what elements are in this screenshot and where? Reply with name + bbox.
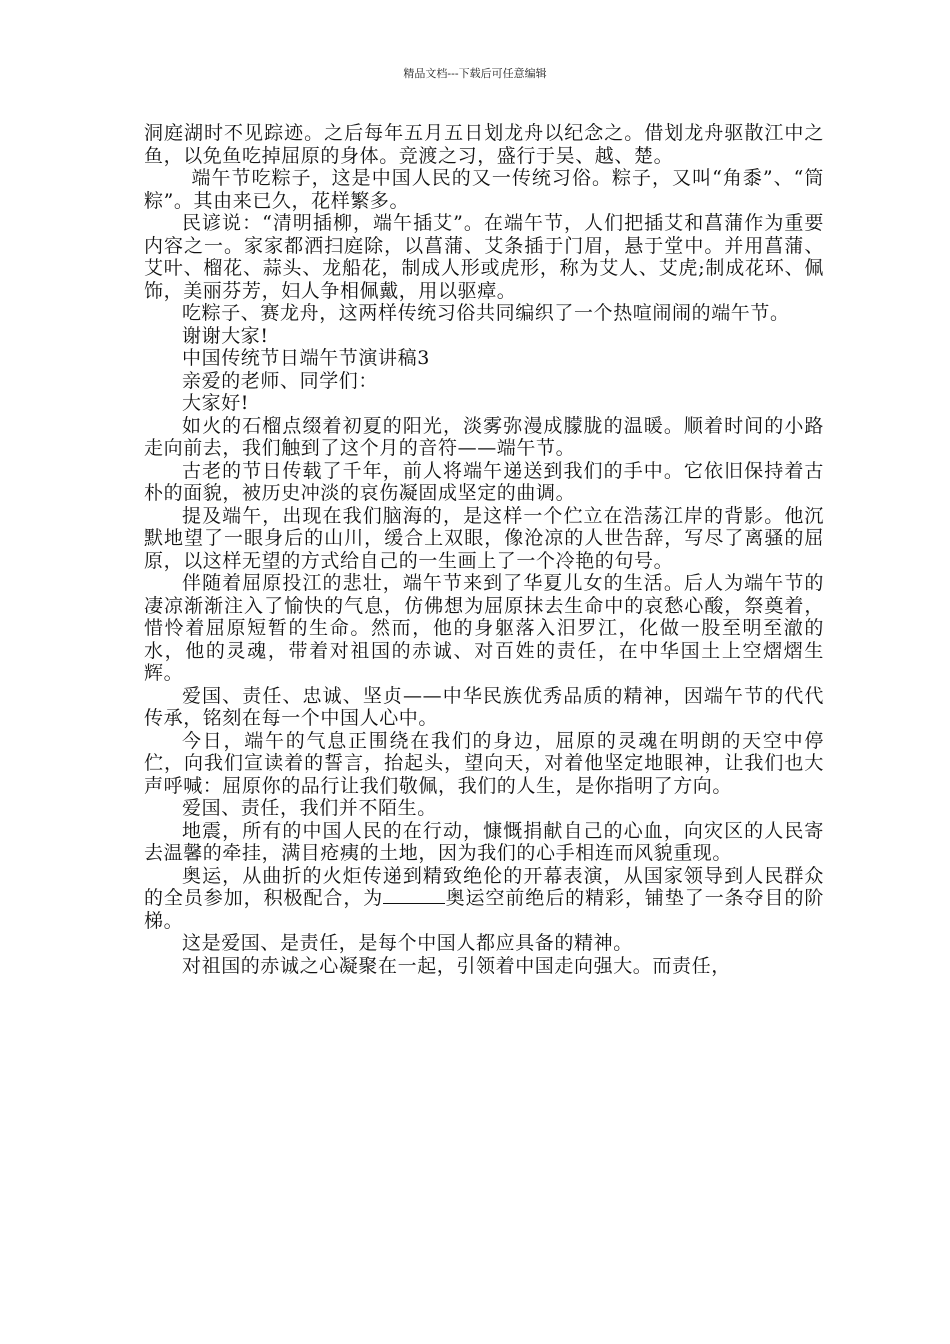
salutation: 亲爱的老师、同学们： <box>182 369 379 392</box>
paragraph: 洞庭湖时不见踪迹。之后每年五月五日划龙舟以纪念之。借划龙舟驱散江中之鱼，以免鱼吃掉屈原的身体。竞渡之习，盛行于吴、越、楚。 <box>144 122 824 167</box>
paragraph: 民谚说：“清明插柳，端午插艾”。在端午节，人们把插艾和菖蒲作为重要内容之一。家家都洒扫庭除，以菖蒲、艾条插于门眉，悬于堂中。并用菖蒲、艾叶、榴花、蒜头、龙船花，制成人形或虎形，称为艾人、艾虎;制成花环、佩饰，美丽芬芳，妇人争相佩戴，用以驱瘴。 <box>144 212 824 302</box>
paragraph-text-before-blank: 奥运，从曲折的火炬传递到精致绝伦的开幕表演，从国家领导到人民群众的全员参加，积极配合，为 <box>144 864 824 909</box>
paragraph: 古老的节日传载了千年，前人将端午递送到我们的手中。它依旧保持着古朴的面貌，被历史冲淡的哀伤凝固成坚定的曲调。 <box>144 459 824 504</box>
paragraph-with-blank <box>144 865 824 933</box>
paragraph: 对祖国的赤诚之心凝聚在一起，引领着中国走向强大。而责任， <box>182 954 731 977</box>
closing-line: 谢谢大家! <box>182 324 269 347</box>
paragraph: 提及端午，出现在我们脑海的，是这样一个伫立在浩荡江岸的背影。他沉默地望了一眼身后的山川，缓合上双眼，像沧凉的人世告辞，写尽了离骚的屈原，以这样无望的方式给自己的一生画上了一个冷艳的句号。 <box>144 504 824 572</box>
paragraph: 吃粽子、赛龙舟，这两样传统习俗共同编织了一个热喧闹闹的端午节。 <box>182 302 790 324</box>
paragraph: 地震，所有的中国人民的在行动，慷慨捐献自己的心血，向灾区的人民寄去温馨的牵挂，满目疮痍的土地，因为我们的心手相连而风貌重现。 <box>144 819 824 864</box>
section-title: 中国传统节日端午节演讲稿3 <box>182 347 430 369</box>
paragraph: 爱国、责任，我们并不陌生。 <box>182 797 437 819</box>
paragraph: 端午节吃粽子，这是中国人民的又一传统习俗。粽子，又叫“角黍”、“筒粽”。其由来已久，花样繁多。 <box>144 167 824 212</box>
paragraph: 今日，端午的气息正围绕在我们的身边，屈原的灵魂在明朗的天空中停伫，向我们宣读着的誓言，抬起头，望向天，对着他坚定地眼神，让我们也大声呼喊：屈原你的品行让我们敬佩，我们的人生，是你指明了方向。 <box>144 729 824 797</box>
fill-in-blank <box>383 887 445 904</box>
paragraph: 这是爱国、是责任，是每个中国人都应具备的精神。 <box>182 932 633 954</box>
paragraph: 如火的石榴点缀着初夏的阳光，淡雾弥漫成朦胧的温暖。顺着时间的小路走向前去，我们触到了这个月的音符——端午节。 <box>144 414 824 459</box>
paragraph: 伴随着屈原投江的悲壮，端午节来到了华夏儿女的生活。后人为端午节的凄凉渐渐注入了愉快的气息，仿佛想为屈原抹去生命中的哀愁心酸，祭奠着，惜怜着屈原短暂的生命。然而，他的身躯落入汨罗江，化做一股至明至澈的水，他的灵魂，带着对祖国的赤诚、对百姓的责任，在中华国土上空熠熠生辉。 <box>144 572 824 684</box>
greeting: 大家好! <box>182 392 250 414</box>
document-body <box>144 122 824 977</box>
page-header: 精品文档---下载后可任意编辑 <box>403 67 547 80</box>
paragraph-text-after-blank: 奥运空前绝后的精彩，铺垫了一条夺目的阶梯。 <box>144 887 825 932</box>
paragraph: 爱国、责任、忠诚、坚贞——中华民族优秀品质的精神，因端午节的代代传承，铭刻在每一个中国人心中。 <box>144 684 824 729</box>
